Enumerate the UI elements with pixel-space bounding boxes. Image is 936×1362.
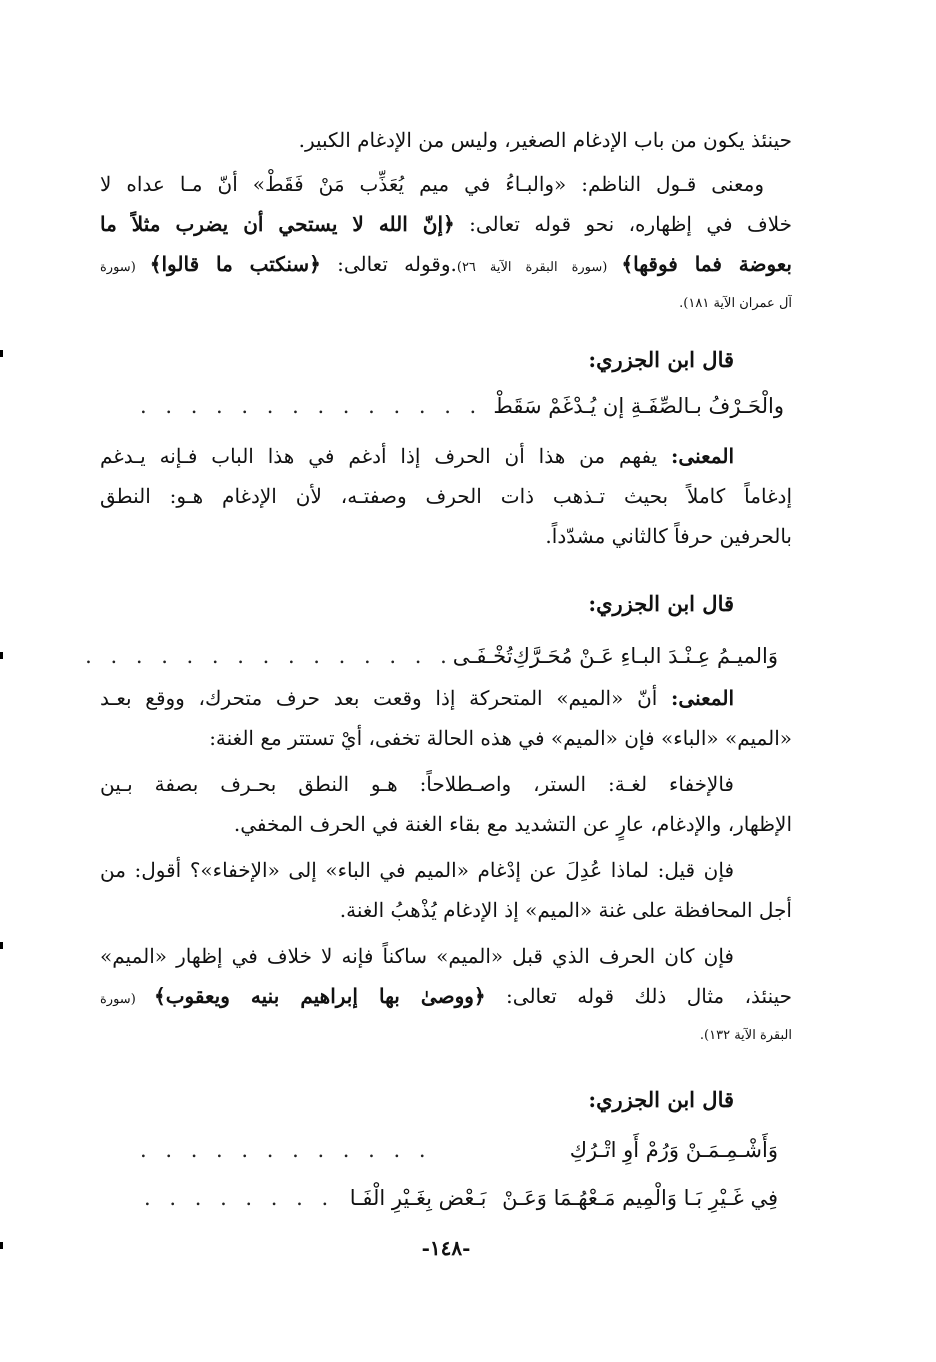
- scan-mark: [0, 350, 3, 357]
- meaning-label: المعنى:: [671, 444, 734, 468]
- verse-row: [100, 1128, 792, 1172]
- text-span: خلاف في إظهاره، نحو قوله تعالى:: [454, 212, 792, 236]
- paragraph-6: [100, 850, 792, 930]
- scan-mark: [0, 942, 3, 949]
- text-span: حينئذ، مثال ذلك قوله تعالى:: [485, 984, 792, 1008]
- text-line: حينئذ يكون من باب الإدغام الصغير، وليس من الإدغام الكبير.: [298, 128, 792, 152]
- text-line: إدغاماً كاملاً بحيث تـذهب ذات الحرف وصفتـه، لأن الإدغام هـو: النطق: [100, 484, 792, 508]
- section-heading: قال ابن الجزري:: [588, 1087, 734, 1112]
- text-line: [100, 204, 792, 244]
- verse-text: والْحَـرْفُ بـالصِّفَـةِ إن يُـدْغَمْ سَقَطْ: [493, 394, 784, 418]
- verse-text: تُخْـفَـى: [452, 644, 513, 668]
- text-line: الإظهار، والإدغام، عارٍ عن التشديد مع بقاء الغنة في الحرف المخفي.: [233, 812, 792, 836]
- page-number: -١٤٨-: [421, 1236, 471, 1260]
- text-line: [100, 244, 792, 284]
- quran-quote: ﴿إنّ الله لا يستحي أن يضرب مثلاً ما: [100, 212, 455, 236]
- text-line: فالإخفاء لغـة: الستر، واصـطلاحاً: هـو النطق بحـرف بصفة بـين: [100, 772, 734, 796]
- verse-dots: . . . . . . . .: [144, 1186, 335, 1210]
- verse-dots: . . . . . . . . . . . . . . .: [85, 644, 453, 668]
- text-line: فإن كان الحرف الذي قبل «الميم» ساكناً فإنه لا خلاف في إظهار «الميم»: [100, 944, 734, 968]
- text-span: يفهم من هذا أن الحرف إذا أدغم في هذا الباب فـإنه يـدغم: [100, 444, 672, 468]
- paragraph-4: [100, 678, 792, 758]
- surah-reference: (سورة: [100, 992, 154, 1007]
- text-span: أنّ «الميم» المتحركة إذا وقعت بعد حرف متحرك، ووقع بعـد: [100, 686, 672, 710]
- verse-text: وَأَشْـمِـمَـنْ وَرُمْ أَوِ اتْـرُكِ: [569, 1138, 778, 1162]
- text-line: بالحرفين حرفاً كالثاني مشدّداً.: [545, 524, 792, 548]
- surah-reference: (سورة: [100, 260, 150, 275]
- text-line: [100, 436, 792, 476]
- page-body: [85, 108, 792, 1308]
- text-line: «الميم» «الباء» فإن «الميم» في هذه الحالة تخفى، أيْ تستتر مع الغنة:: [209, 726, 792, 750]
- text-line: [100, 678, 792, 718]
- verse-row: [100, 1176, 792, 1220]
- text-line: [100, 976, 792, 1016]
- surah-reference: آل عمران الآية ١٨١).: [679, 296, 792, 311]
- verse-row: [85, 634, 792, 678]
- surah-reference: البقرة الآية ١٣٢).: [699, 1028, 792, 1043]
- quran-quote: ﴿سنكتب ما قالوا﴾: [149, 252, 321, 276]
- verse-dots: . . . . . . . . . . . . . .: [140, 394, 483, 418]
- quran-quote: بعوضة فما فوقها﴾: [621, 252, 792, 276]
- paragraph-7: [100, 936, 792, 1056]
- verse-text: فِي غَـيْرِ بَـا وَالْمِيم مَـعْهُـمَا وَعَـنْ: [502, 1186, 778, 1210]
- text-line: أجل المحافظة على غنة «الميم» إذ الإدغام يُذْهبُ الغنة.: [339, 898, 792, 922]
- scan-mark: [0, 652, 3, 659]
- verse-row: [100, 384, 792, 428]
- scan-mark: [0, 1242, 3, 1249]
- text-line: ومعنى قـول الناظم: «والبـاءُ في ميم يُعَذِّب مَنْ فَقَطْ» أنّ مـا عداه لا: [100, 172, 764, 196]
- surah-reference: (سورة البقرة الآية ٢٦): [456, 260, 622, 275]
- section-heading: قال ابن الجزري:: [588, 591, 734, 616]
- quran-quote: ﴿ووصىٰ بها إبراهيم بنيه ويعقوب﴾: [154, 984, 486, 1008]
- text-line: فإن قيل: لماذا عُدِلَ عن إدْغام «الميم في الباء» إلى «الإخفاء»؟ أقول: من: [100, 858, 734, 882]
- verse-text: وَالميـمُ عِـنْـدَ البـاءِ عَـنْ مُحَـرَّكِ: [512, 644, 778, 668]
- meaning-label: المعنى:: [671, 686, 734, 710]
- paragraph-3: [100, 436, 792, 556]
- paragraph-5: [100, 764, 792, 844]
- paragraph-2: [100, 164, 792, 324]
- section-heading: قال ابن الجزري:: [588, 347, 734, 372]
- text-span: .وقوله تعالى:: [320, 252, 457, 276]
- paragraph-1: [100, 120, 792, 160]
- verse-dots: . . . . . . . . . . . .: [140, 1138, 432, 1162]
- verse-text: بَـعْض بِغَـيْرِ الْفَـا: [349, 1186, 487, 1210]
